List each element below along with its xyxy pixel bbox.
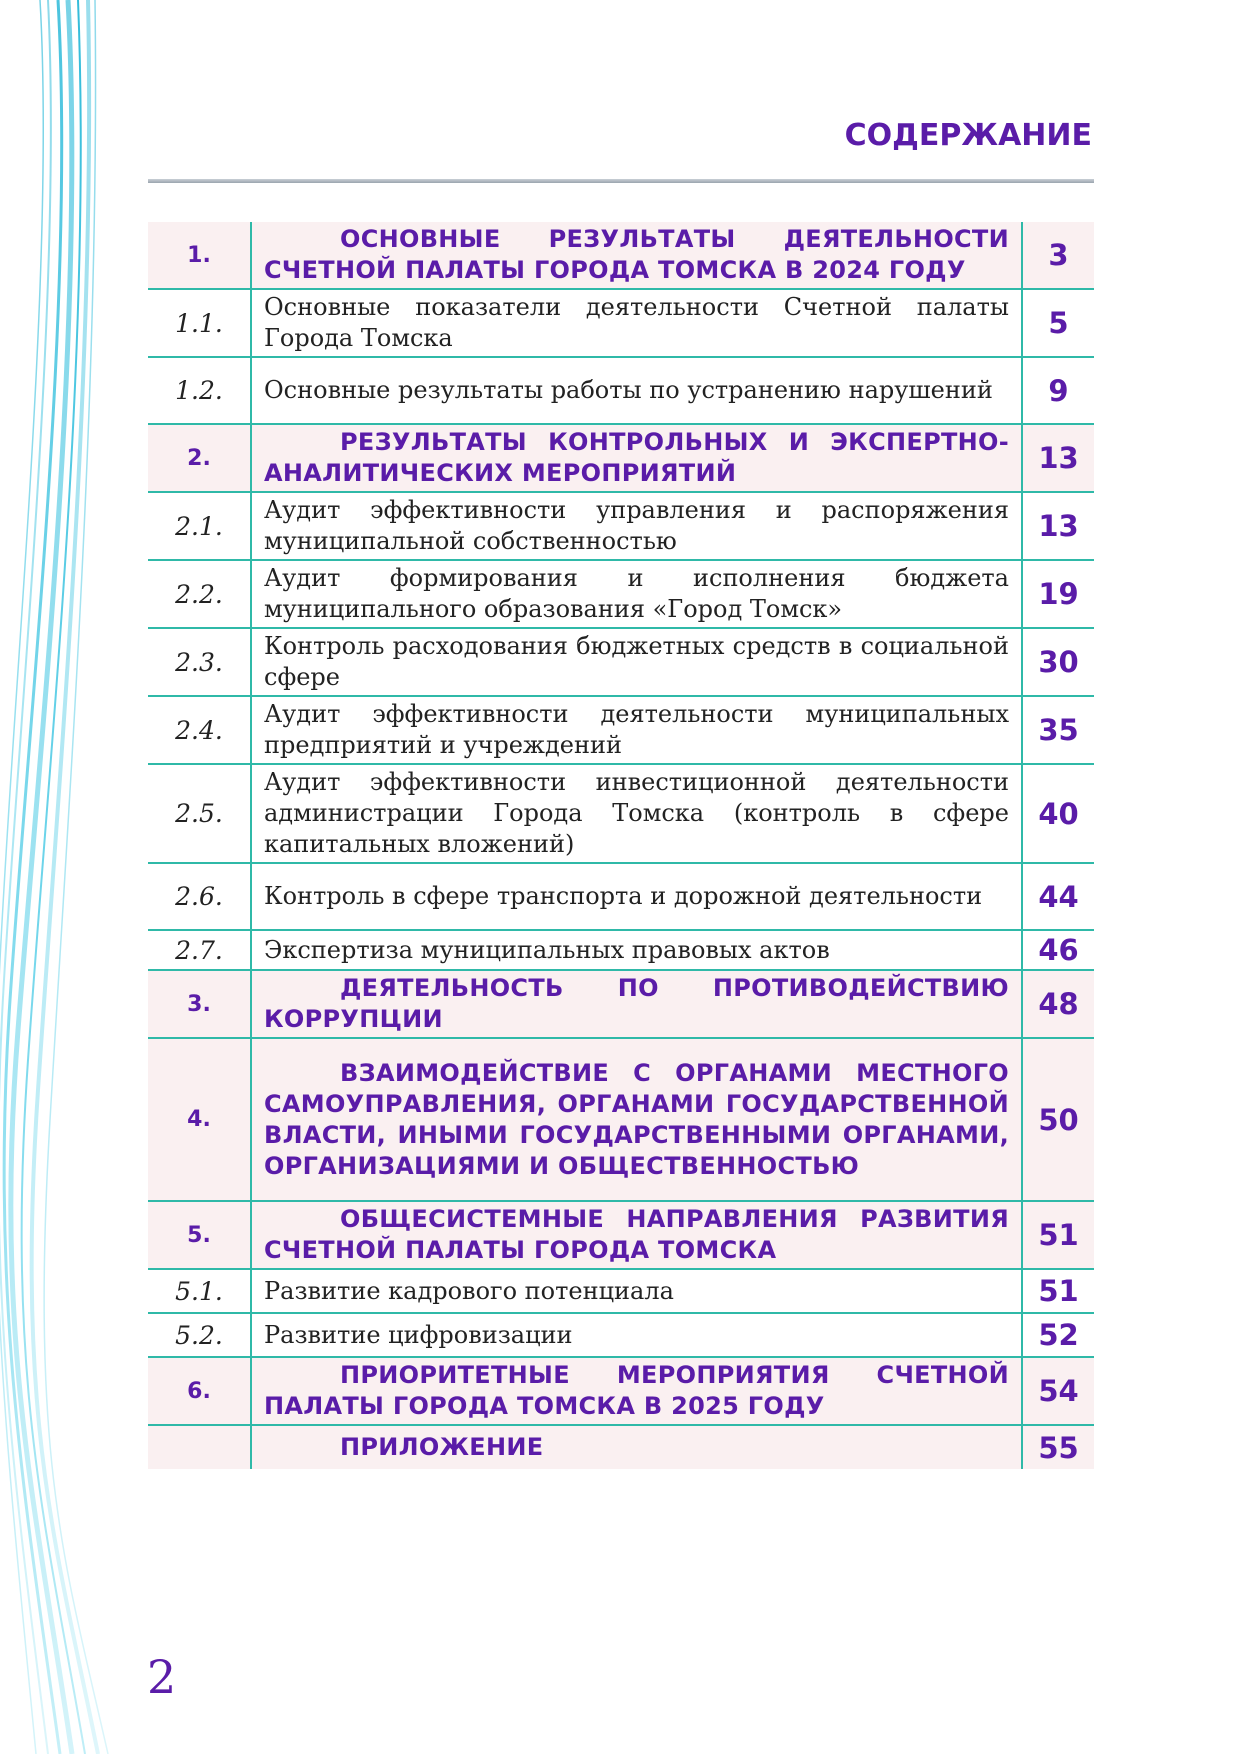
toc-section-number: 2.2.	[148, 560, 251, 628]
toc-page-number[interactable]: 19	[1022, 560, 1094, 628]
toc-row[interactable]	[148, 1357, 1094, 1425]
toc-section-title[interactable]: Контроль в сфере транспорта и дорожной деятельности	[251, 863, 1022, 930]
toc-row[interactable]	[148, 492, 1094, 560]
toc-page-number[interactable]: 54	[1022, 1357, 1094, 1425]
decorative-waves-graphic	[0, 0, 110, 1754]
toc-page-number[interactable]: 48	[1022, 970, 1094, 1038]
toc-section-title[interactable]: Основные результаты работы по устранению нарушений	[251, 357, 1022, 424]
title-divider	[148, 179, 1094, 183]
toc-section-title[interactable]: Экспертиза муниципальных правовых актов	[251, 930, 1022, 970]
toc-row[interactable]	[148, 424, 1094, 492]
toc-section-number: 5.	[148, 1201, 251, 1269]
toc-page-number[interactable]: 55	[1022, 1425, 1094, 1469]
toc-section-title[interactable]: Аудит формирования и исполнения бюджета муниципального образования «Город Томск»	[251, 560, 1022, 628]
toc-row[interactable]	[148, 696, 1094, 764]
toc-section-number	[148, 1425, 251, 1469]
toc-section-number: 5.2.	[148, 1313, 251, 1357]
toc-page-number[interactable]: 44	[1022, 863, 1094, 930]
page-number: 2	[147, 1650, 177, 1704]
toc-page-number[interactable]: 35	[1022, 696, 1094, 764]
toc-page-number[interactable]: 5	[1022, 289, 1094, 357]
toc-row[interactable]	[148, 357, 1094, 424]
toc-section-number: 2.	[148, 424, 251, 492]
toc-section-title[interactable]: Основные показатели деятельности Счетной палаты Города Томска	[251, 289, 1022, 357]
toc-page-number[interactable]: 9	[1022, 357, 1094, 424]
toc-row[interactable]	[148, 628, 1094, 696]
toc-row[interactable]	[148, 970, 1094, 1038]
toc-row[interactable]	[148, 863, 1094, 930]
toc-section-title[interactable]: ДЕЯТЕЛЬНОСТЬ ПО ПРОТИВОДЕЙСТВИЮ КОРРУПЦИИ	[251, 970, 1022, 1038]
toc-row[interactable]	[148, 1269, 1094, 1313]
toc-page-number[interactable]: 40	[1022, 764, 1094, 863]
toc-row[interactable]	[148, 1313, 1094, 1357]
toc-page-number[interactable]: 30	[1022, 628, 1094, 696]
toc-section-title[interactable]: ОБЩЕСИСТЕМНЫЕ НАПРАВЛЕНИЯ РАЗВИТИЯ СЧЕТНОЙ ПАЛАТЫ ГОРОДА ТОМСКА	[251, 1201, 1022, 1269]
toc-row[interactable]	[148, 1038, 1094, 1201]
toc-section-number: 2.1.	[148, 492, 251, 560]
page-title: СОДЕРЖАНИЕ	[844, 118, 1092, 153]
toc-section-number: 2.3.	[148, 628, 251, 696]
toc-section-title[interactable]: ОСНОВНЫЕ РЕЗУЛЬТАТЫ ДЕЯТЕЛЬНОСТИ СЧЕТНОЙ ПАЛАТЫ ГОРОДА ТОМСКА В 2024 ГОДУ	[251, 222, 1022, 289]
toc-page-number[interactable]: 13	[1022, 424, 1094, 492]
toc-page-number[interactable]: 13	[1022, 492, 1094, 560]
toc-section-number: 2.6.	[148, 863, 251, 930]
toc-section-number: 1.	[148, 222, 251, 289]
toc-section-number: 1.2.	[148, 357, 251, 424]
toc-row[interactable]	[148, 289, 1094, 357]
toc-section-title[interactable]: Аудит эффективности инвестиционной деятельности администрации Города Томска (контроль в сфере капитальных вложений)	[251, 764, 1022, 863]
toc-section-title[interactable]: Аудит эффективности управления и распоряжения муниципальной собственностью	[251, 492, 1022, 560]
toc-section-number: 1.1.	[148, 289, 251, 357]
toc-page-number[interactable]: 51	[1022, 1201, 1094, 1269]
toc-section-title[interactable]: РЕЗУЛЬТАТЫ КОНТРОЛЬНЫХ И ЭКСПЕРТНО-АНАЛИТИЧЕСКИХ МЕРОПРИЯТИЙ	[251, 424, 1022, 492]
toc-row[interactable]	[148, 764, 1094, 863]
toc-section-title[interactable]: ВЗАИМОДЕЙСТВИЕ С ОРГАНАМИ МЕСТНОГО САМОУПРАВЛЕНИЯ, ОРГАНАМИ ГОСУДАРСТВЕННОЙ ВЛАСТИ, ИНЫМИ ГОСУДАРСТВЕННЫМИ ОРГАНАМИ, ОРГАНИЗАЦИЯМИ И ОБЩЕСТВЕННОСТЬЮ	[251, 1038, 1022, 1201]
toc-page-number[interactable]: 51	[1022, 1269, 1094, 1313]
toc-section-number: 4.	[148, 1038, 251, 1201]
table-of-contents	[148, 222, 1094, 1469]
toc-page-number[interactable]: 3	[1022, 222, 1094, 289]
toc-row[interactable]	[148, 1425, 1094, 1469]
toc-row[interactable]	[148, 930, 1094, 970]
toc-section-number: 5.1.	[148, 1269, 251, 1313]
toc-section-title[interactable]: Развитие цифровизации	[251, 1313, 1022, 1357]
toc-section-number: 6.	[148, 1357, 251, 1425]
toc-section-title[interactable]: Аудит эффективности деятельности муниципальных предприятий и учреждений	[251, 696, 1022, 764]
toc-section-number: 3.	[148, 970, 251, 1038]
toc-section-title[interactable]: Контроль расходования бюджетных средств в социальной сфере	[251, 628, 1022, 696]
toc-section-title[interactable]: ПРИЛОЖЕНИЕ	[251, 1425, 1022, 1469]
toc-row[interactable]	[148, 560, 1094, 628]
toc-section-number: 2.4.	[148, 696, 251, 764]
toc-section-number: 2.7.	[148, 930, 251, 970]
toc-row[interactable]	[148, 1201, 1094, 1269]
toc-row[interactable]	[148, 222, 1094, 289]
toc-section-number: 2.5.	[148, 764, 251, 863]
toc-section-title[interactable]: Развитие кадрового потенциала	[251, 1269, 1022, 1313]
toc-page-number[interactable]: 46	[1022, 930, 1094, 970]
toc-section-title[interactable]: ПРИОРИТЕТНЫЕ МЕРОПРИЯТИЯ СЧЕТНОЙ ПАЛАТЫ ГОРОДА ТОМСКА В 2025 ГОДУ	[251, 1357, 1022, 1425]
toc-page-number[interactable]: 52	[1022, 1313, 1094, 1357]
toc-page-number[interactable]: 50	[1022, 1038, 1094, 1201]
